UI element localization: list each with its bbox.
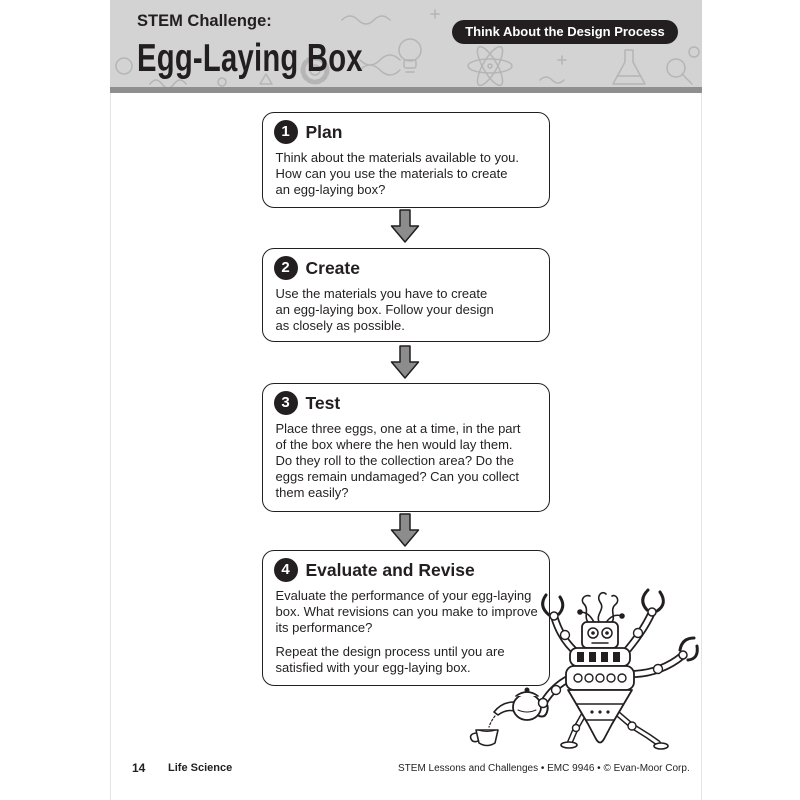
header-rule <box>110 87 702 93</box>
step-card-test <box>262 383 550 512</box>
robot-arm-upper-left <box>543 595 578 654</box>
step-title: Create <box>305 257 360 278</box>
step-text-line: Evaluate the performance of your egg-laying <box>275 587 532 603</box>
step-description <box>276 421 540 501</box>
challenge-kicker: STEM Challenge: <box>137 12 272 30</box>
step-number-badge: 4 <box>274 558 298 582</box>
step-title: Evaluate and Revise <box>305 559 475 580</box>
step-number-badge: 2 <box>274 256 298 280</box>
step-text-line: its performance? <box>275 619 373 635</box>
step-text-line: Repeat the design process until you are <box>275 643 505 659</box>
step-header <box>276 256 540 280</box>
step-number-badge: 1 <box>274 120 298 144</box>
step-number-badge: 3 <box>274 391 298 415</box>
step-description <box>276 286 540 334</box>
step-text-line: Place three eggs, one at a time, in the part <box>275 420 521 436</box>
pour-stream <box>489 716 495 727</box>
step-text-line: Do they roll to the collection area? Do the <box>275 452 514 468</box>
robot-torso <box>566 648 634 690</box>
down-arrow-icon <box>390 513 420 547</box>
down-arrow-icon <box>390 209 420 243</box>
step-text-line: of the box where the hen would lay them. <box>275 436 513 452</box>
step-text-line: How can you use the materials to create <box>275 165 508 181</box>
down-arrow-icon <box>390 345 420 379</box>
step-text-line: satisfied with your egg-laying box. <box>275 659 471 675</box>
step-card-plan <box>262 112 550 208</box>
cup-illustration <box>471 730 498 746</box>
robot-leg-left <box>561 714 584 748</box>
robot-arm-upper-right <box>624 590 663 654</box>
section-label: Life Science <box>168 762 233 774</box>
robot-head <box>582 622 618 648</box>
section-tag: Think About the Design Process <box>452 20 678 44</box>
step-text-line: Use the materials you have to create <box>275 285 488 301</box>
step-header <box>276 120 540 144</box>
step-title: Test <box>305 392 341 413</box>
publisher-credit: STEM Lessons and Challenges • EMC 9946 • © Evan-Moor Corp. <box>398 763 690 774</box>
robot-arm-lower-right <box>632 638 697 674</box>
step-text-line: Think about the materials available to you. <box>275 149 520 165</box>
page-title: Egg-Laying Box <box>137 37 363 80</box>
step-text-line: eggs remain undamaged? Can you collect <box>275 468 520 484</box>
step-text-line: them easily? <box>275 484 349 500</box>
step-text-line: as closely as possible. <box>275 317 405 333</box>
step-description <box>276 150 540 198</box>
page-number: 14 <box>132 761 146 775</box>
robot-leg-right <box>618 714 668 749</box>
robot-illustration <box>466 578 702 756</box>
step-card-create <box>262 248 550 342</box>
step-text-line: an egg-laying box? <box>275 181 386 197</box>
step-title: Plan <box>305 121 343 142</box>
step-text-line: an egg-laying box. Follow your design <box>275 301 494 317</box>
robot-hair <box>578 593 624 624</box>
step-text-line: box. What revisions can you make to improve <box>275 603 538 619</box>
step-header <box>276 391 540 415</box>
